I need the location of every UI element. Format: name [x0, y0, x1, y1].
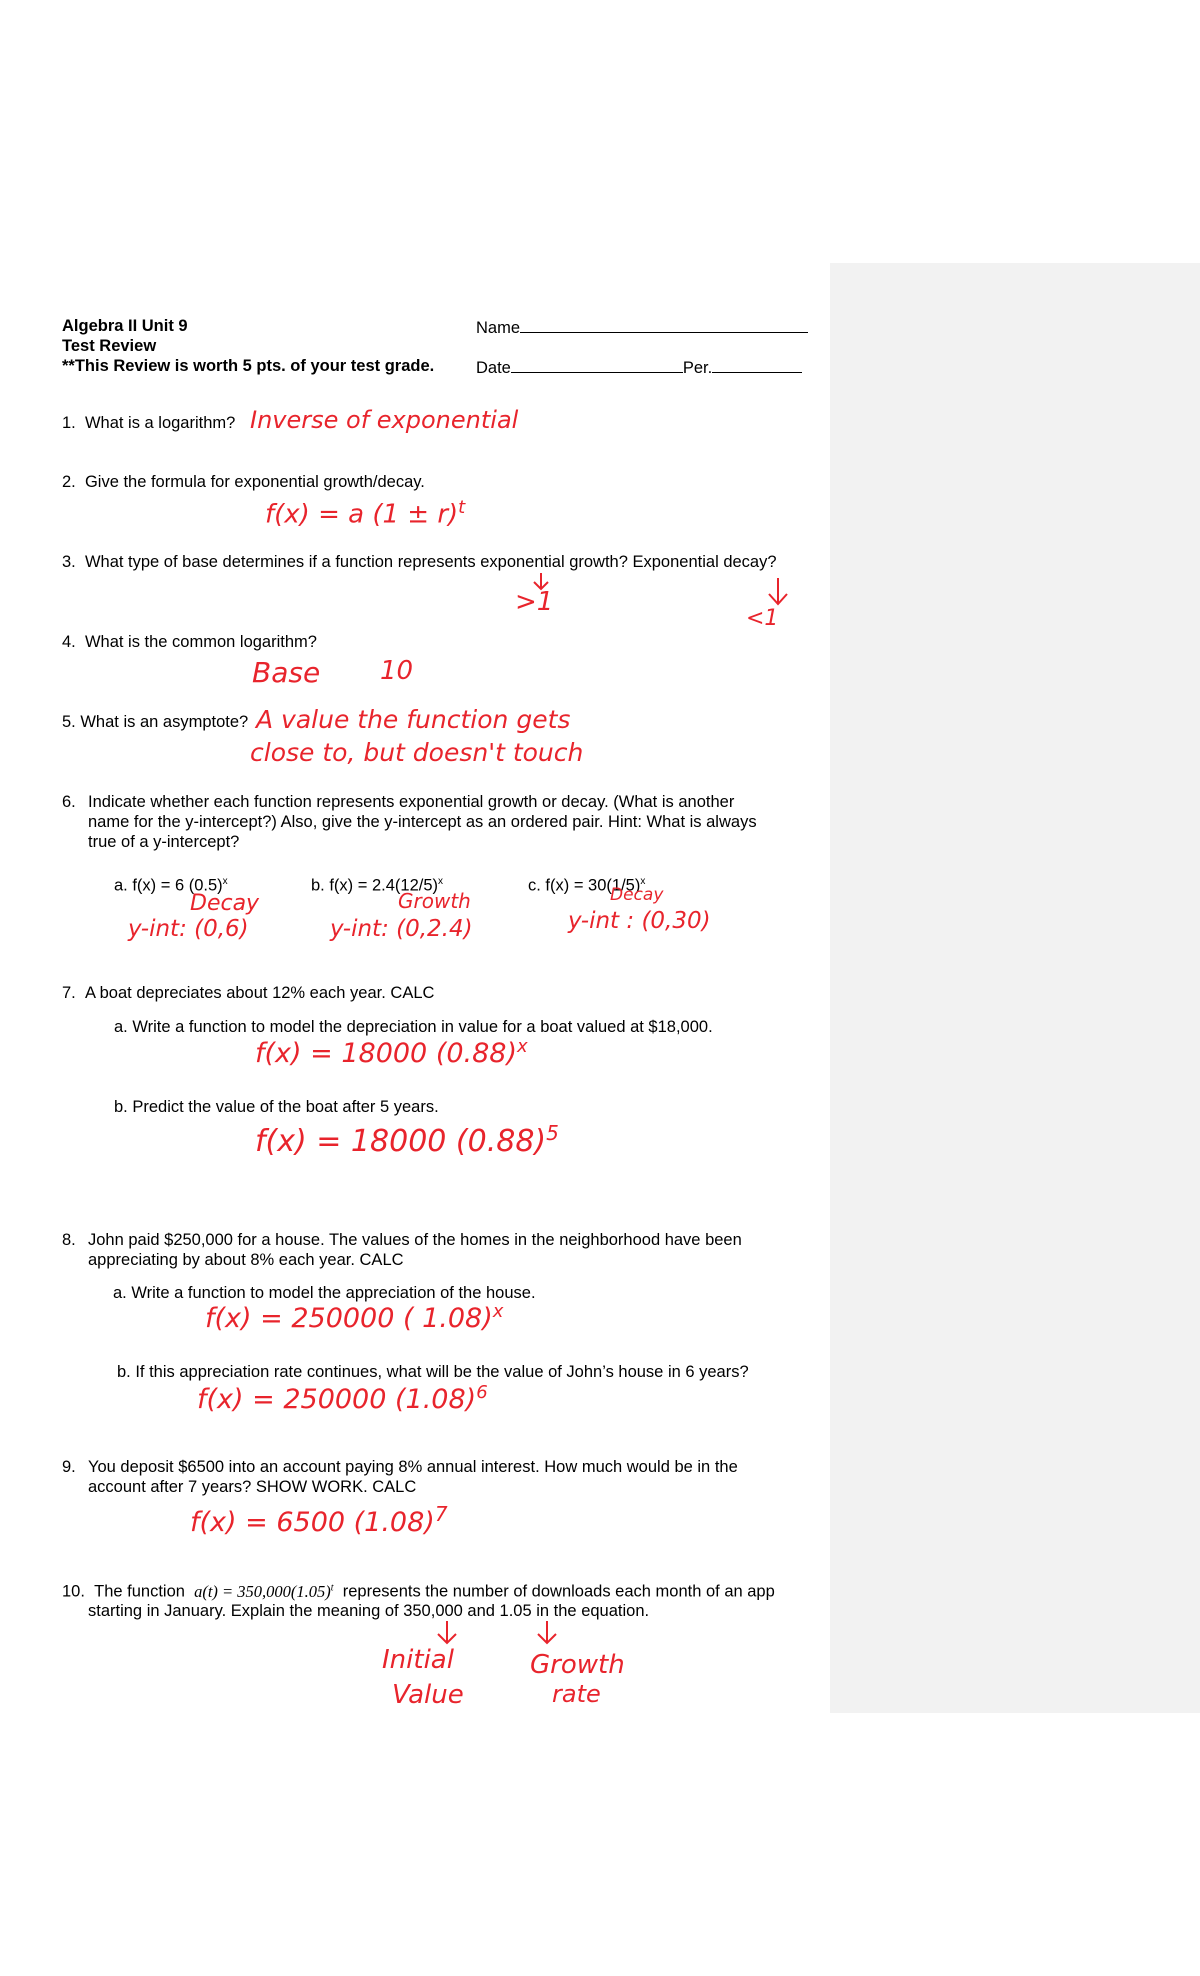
answer-exponent: 5 [546, 1121, 559, 1145]
question-text: What type of base determines if a function represents exponential growth? Exponential decay? [84, 553, 777, 571]
answer-10-right-line1: Growth [530, 1650, 625, 1680]
exponent: x [640, 876, 646, 887]
answer-exponent: t [458, 497, 466, 518]
question-text: What is a logarithm? [84, 414, 236, 432]
question-8-line1: John paid $250,000 for a house. The values of the homes in the neighborhood have been [88, 1231, 742, 1249]
question-text: The function [94, 1582, 185, 1601]
answer-text: f(x) = 18000 (0.88) [255, 1038, 517, 1069]
answer-3-decay: <1 [746, 606, 779, 631]
name-field[interactable] [476, 316, 808, 338]
answer-8b [197, 1382, 488, 1415]
exponent: x [438, 876, 444, 887]
answer-10-left-line1: Initial [382, 1645, 454, 1675]
name-line [520, 316, 808, 333]
question-7 [62, 983, 434, 1003]
question-3 [62, 552, 777, 572]
answer-1: Inverse of exponential [250, 406, 519, 434]
review-note: **This Review is worth 5 pts. of your test grade. [62, 357, 435, 375]
question-6-number: 6. [62, 793, 76, 811]
question-5 [62, 712, 248, 732]
function-label: a. f(x) = 6 (0.5) [114, 876, 223, 895]
question-8-number: 8. [62, 1231, 76, 1249]
question-8-line2: appreciating by about 8% each year. CALC [88, 1251, 404, 1269]
answer-6c-type: Decay [610, 885, 664, 905]
answer-exponent: x [517, 1036, 528, 1057]
question-4 [62, 632, 317, 652]
answer-10-right-line2: rate [552, 1680, 601, 1708]
per-label: Per. [682, 359, 713, 377]
exponent: x [222, 876, 228, 887]
date-line [511, 356, 683, 373]
question-9-line2: account after 7 years? SHOW WORK. CALC [88, 1478, 417, 1496]
question-2 [62, 472, 425, 492]
question-8a: a. Write a function to model the appreciation of the house. [113, 1284, 536, 1302]
question-text: represents the number of downloads each month of an app [342, 1582, 775, 1601]
question-1 [62, 413, 235, 433]
question-number: 4. [62, 633, 76, 651]
question-6-line3: true of a y-intercept? [88, 833, 240, 851]
answer-4-base: Base [252, 656, 321, 689]
question-text: Give the formula for exponential growth/decay. [84, 473, 425, 491]
answer-9 [190, 1502, 448, 1538]
question-number: 5. [62, 713, 76, 731]
answer-text: f(x) = 250000 (1.08) [197, 1384, 477, 1415]
answer-7a [255, 1036, 528, 1069]
question-7b: b. Predict the value of the boat after 5 years. [114, 1098, 439, 1116]
answer-text: f(x) = 250000 ( 1.08) [205, 1303, 493, 1334]
answer-5-line2: close to, but doesn't touch [250, 738, 584, 767]
function-label: c. f(x) = 30(1/5) [528, 876, 641, 895]
question-7a: a. Write a function to model the depreciation in value for a boat valued at $18,000. [114, 1018, 713, 1036]
answer-text: f(x) = a (1 ± r) [265, 499, 459, 530]
answer-8a [205, 1301, 503, 1334]
formula-exponent: t [330, 1582, 334, 1593]
per-line [712, 356, 802, 373]
question-number: 1. [62, 414, 76, 432]
function-label: b. f(x) = 2.4(12/5) [311, 876, 439, 895]
formula [194, 1582, 333, 1601]
question-number: 7. [62, 984, 76, 1002]
answer-10-left-line2: Value [392, 1680, 464, 1710]
arrow-down-icon [766, 577, 790, 607]
date-label: Date [476, 359, 511, 377]
answer-4-number: 10 [380, 656, 414, 686]
question-9-line1: You deposit $6500 into an account paying 8% annual interest. How much would be in the [88, 1458, 738, 1476]
answer-5-line1: A value the function gets [256, 705, 571, 734]
document-title: Test Review [62, 337, 157, 355]
answer-2 [265, 497, 465, 530]
question-10-line1 [62, 1578, 775, 1602]
question-10-line2: starting in January. Explain the meaning of 350,000 and 1.05 in the equation. [88, 1602, 650, 1620]
question-text: What is the common logarithm? [84, 633, 317, 651]
answer-exponent: x [492, 1301, 504, 1322]
question-number: 2. [62, 473, 76, 491]
question-text: A boat depreciates about 12% each year. CALC [84, 984, 435, 1002]
question-8b: b. If this appreciation rate continues, what will be the value of John’s house in 6 years? [117, 1363, 749, 1381]
answer-3-growth: >1 [515, 587, 554, 617]
question-6-line1: Indicate whether each function represents exponential growth or decay. (What is another [88, 793, 735, 811]
comment-pane [830, 263, 1200, 1713]
answer-6a-type: Decay [190, 891, 260, 916]
question-text: What is an asymptote? [80, 713, 249, 731]
answer-6a-yint: y-int: (0,6) [128, 916, 249, 942]
answer-text: f(x) = 18000 (0.88) [255, 1124, 547, 1159]
date-field[interactable] [476, 356, 802, 378]
answer-6c-yint: y-int : (0,30) [568, 908, 711, 934]
answer-text: f(x) = 6500 (1.08) [190, 1507, 435, 1538]
name-label: Name [476, 319, 521, 337]
question-6-line2: name for the y-intercept?) Also, give the y-intercept as an ordered pair. Hint: What is always [88, 813, 757, 831]
answer-exponent: 7 [434, 1502, 448, 1526]
arrow-down-icon [534, 1620, 560, 1646]
question-number: 3. [62, 553, 76, 571]
formula-text: a(t) = 350,000(1.05) [194, 1581, 331, 1601]
arrow-down-icon [434, 1620, 460, 1646]
answer-6b-yint: y-int: (0,2.4) [330, 916, 473, 942]
course-title: Algebra II Unit 9 [62, 317, 188, 335]
question-9-number: 9. [62, 1458, 76, 1476]
answer-7b [255, 1121, 559, 1159]
answer-exponent: 6 [476, 1382, 488, 1403]
answer-6b-type: Growth [398, 889, 471, 913]
question-number: 10. [62, 1582, 85, 1601]
